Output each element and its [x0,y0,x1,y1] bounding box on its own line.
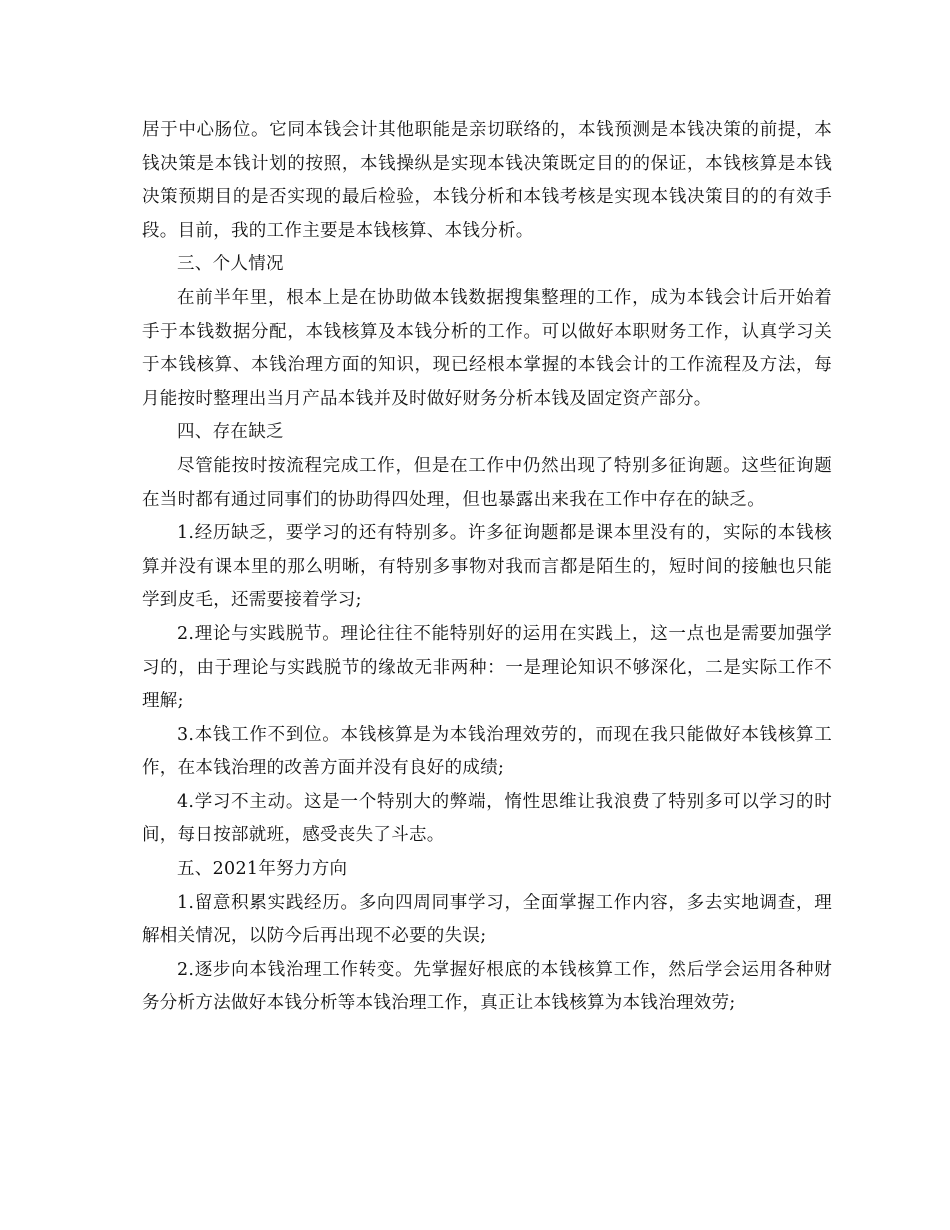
heading-personal-situation: 三、个人情况 [177,254,284,275]
paragraph-shortcoming-1: 1.经历缺乏，要学习的还有特别多。许多征询题都是课本里没有的，实际的本钱核算并没有课本里的那么明晰，有特别多事物对我而言都是陌生的，短时间的接触也只能学到皮毛，还需要接着学习; [142,523,832,611]
document-body [142,114,832,1021]
paragraph-personal-situation: 在前半年里，根本上是在协助做本钱数据搜集整理的工作，成为本钱会计后开始着手于本钱数据分配，本钱核算及本钱分析的工作。可以做好本职财务工作，认真学习关于本钱核算、本钱治理方面的知识，现已经根本掌握的本钱会计的工作流程及方法，每月能按时整理出当月产品本钱并及时做好财务分析本钱及固定资产部分。 [142,287,832,409]
paragraph-cost-functions: 居于中心肠位。它同本钱会计其他职能是亲切联络的，本钱预测是本钱决策的前提，本钱决策是本钱计划的按照，本钱操纵是实现本钱决策既定目的的保证，本钱核算是本钱决策预期目的是否实现的最后检验，本钱分析和本钱考核是实现本钱决策目的的有效手段。目前，我的工作主要是本钱核算、本钱分析。 [142,120,832,241]
paragraph-shortcomings-intro: 尽管能按时按流程完成工作，但是在工作中仍然出现了特别多征询题。这些征询题在当时都有通过同事们的协助得四处理，但也暴露出来我在工作中存在的缺乏。 [142,455,832,510]
paragraph-shortcoming-2: 2.理论与实践脱节。理论往往不能特别好的运用在实践上，这一点也是需要加强学习的，由于理论与实践脱节的缘故无非两种：一是理论知识不够深化，二是实际工作不理解; [142,623,832,712]
paragraph-direction-2: 2.逐步向本钱治理工作转变。先掌握好根底的本钱核算工作，然后学会运用各种财务分析方法做好本钱分析等本钱治理工作，真正让本钱核算为本钱治理效劳; [142,959,832,1014]
paragraph-shortcoming-3: 3.本钱工作不到位。本钱核算是为本钱治理效劳的，而现在我只能做好本钱核算工作，在本钱治理的改善方面并没有良好的成绩; [142,724,832,779]
paragraph-direction-1: 1.留意积累实践经历。多向四周同事学习，全面掌握工作内容，多去实地调查，理解相关情况，以防今后再出现不必要的失误; [142,892,832,947]
heading-2021-direction: 五、2021年努力方向 [177,859,348,880]
paragraph-shortcoming-4: 4.学习不主动。这是一个特别大的弊端，惰性思维让我浪费了特别多可以学习的时间，每日按部就班，感受丧失了斗志。 [142,791,832,846]
heading-shortcomings: 四、存在缺乏 [177,422,284,443]
